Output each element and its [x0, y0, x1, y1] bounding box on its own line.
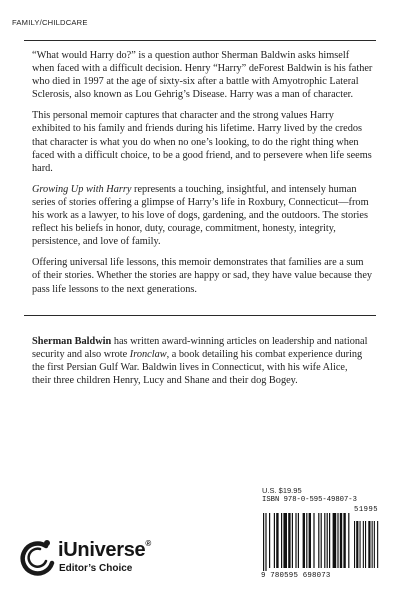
- publisher-name: iUniverse®: [58, 539, 151, 561]
- barcode-bars: [262, 513, 382, 573]
- blurb-paragraph-3: [32, 183, 373, 248]
- iuniverse-swoosh-icon: [16, 537, 58, 577]
- publisher-logo: [16, 537, 176, 577]
- book-description: [32, 49, 373, 296]
- category-label: FAMILY/CHILDCARE: [12, 18, 88, 27]
- author-bio: [32, 335, 368, 387]
- blurb-paragraph-2: This personal memoir captures that character and the strong values Harry exhibited to his family and friends during his lifetime. Harry lived by the credos that character is what you do when no one’s looking, to do the right thing when faced with a difficult choice, to be a good friend, and to persevere when life seems hard.: [32, 110, 372, 174]
- author-bio-text-1: has written award-winning articles on leadership and national security and also wrote: [32, 336, 368, 361]
- author-bio-text-2: , a book detailing his combat experience during the first Persian Gulf War. Baldwin lives in Connecticut, with his wife Alice, their three children Henry, Lucy and Shane and their dog Bogey.: [32, 349, 363, 387]
- book-title: Growing Up with Harry: [32, 183, 132, 195]
- other-book-title: Ironclaw: [129, 349, 167, 361]
- author-name: Sherman Baldwin: [32, 336, 112, 347]
- blurb-paragraph-4: Offering universal life lessons, this memoir demonstrates that families are a sum of their stories. Whether the stories are happy or sad, they have value because they pass life lessons to the next generations.: [32, 257, 373, 295]
- blurb-paragraph-3-text: represents a touching, insightful, and intensely human series of stories offering a glimpse of Harry’s life in Roxbury, Connecticut—from his work as a lawyer, to his love of dogs, gardening, and the outdoors. The stories reflect his beliefs in honor, duty, courage, commitment, honesty, integrity, persistence, and love of family.: [32, 183, 369, 248]
- ean-digits: 9 780595 698073: [261, 572, 331, 580]
- blurb-paragraph-1: “What would Harry do?” is a question author Sherman Baldwin asks himself when faced with a difficult decision. Henry “Harry” deForest Baldwin is his father who died in 1997 at the age of sixty-six after a battle with Amyotrophic Lateral Sclerosis, also known as Lou Gehrig’s Disease. Harry was a man of character.: [32, 50, 373, 101]
- price-label: U.S. $19.95: [262, 486, 302, 495]
- isbn-number: ISBN 978-0-595-49807-3: [262, 496, 357, 504]
- isbn-barcode: [258, 496, 386, 581]
- price-code: 51995: [354, 506, 379, 514]
- publisher-tagline: Editor’s Choice: [59, 563, 133, 574]
